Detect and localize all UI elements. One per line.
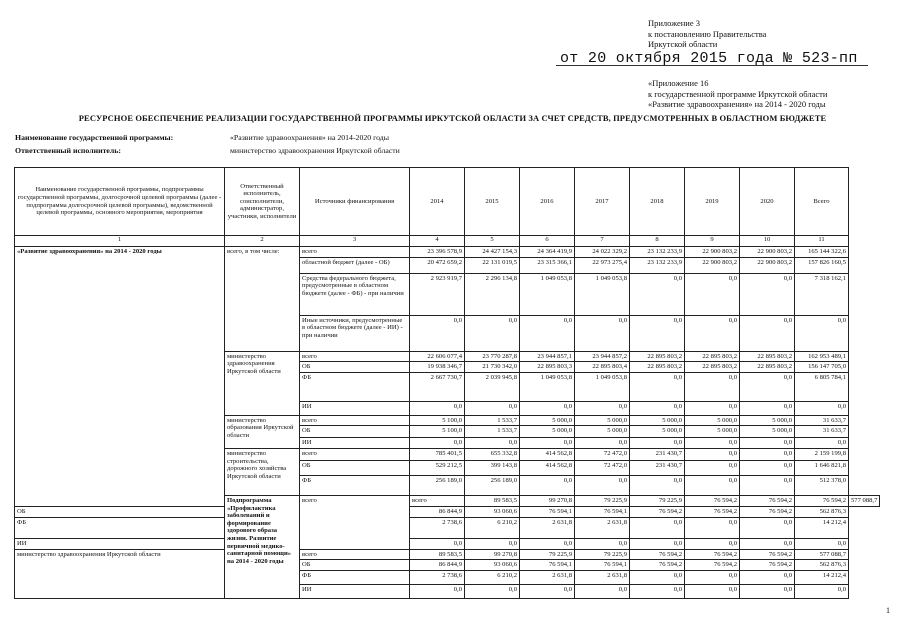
row-value: 0,0 (630, 475, 685, 495)
row-value: 76 594,2 (795, 495, 849, 506)
appendix2-header (648, 78, 827, 110)
row-value: 2 738,6 (410, 517, 465, 538)
row-value: 5 000,0 (520, 415, 575, 426)
row-value: 0,0 (575, 584, 630, 598)
decree-underline (556, 65, 868, 66)
row-value: 76 594,1 (520, 506, 575, 517)
row-value: 0,0 (740, 584, 795, 598)
row-value: 0,0 (740, 273, 795, 315)
row-value: 0,0 (795, 584, 849, 598)
row-value: 22 895 803,2 (685, 362, 740, 373)
row-source: ФБ (300, 475, 410, 495)
decree-date: от 20 октября 2015 года № 523-пп (560, 50, 858, 67)
row-source: ИИ (15, 538, 225, 549)
row-value: 5 000,0 (575, 426, 630, 438)
row-value: 0,0 (685, 570, 740, 584)
row-value: 0,0 (685, 372, 740, 401)
row-source: всего (300, 448, 410, 460)
table-row (15, 538, 880, 549)
row-value: 0,0 (685, 460, 740, 475)
row-value: 89 583,5 (465, 495, 520, 506)
col-header-year: 2019 (685, 168, 740, 236)
appendix2-line: «Приложение 16 (648, 78, 709, 88)
row-value: 22 606 077,4 (410, 351, 465, 362)
row-value: 2 631,8 (520, 570, 575, 584)
row-source: Средства федерального бюджета, предусмотренные в областном бюджете (далее - ФБ) - при наличии (300, 273, 410, 315)
row-value: 21 730 342,0 (465, 362, 520, 373)
row-name: «Развитие здравоохранения» на 2014 - 2020 годы (15, 247, 225, 507)
row-value: 6 210,2 (465, 570, 520, 584)
col-header-year: 2015 (465, 168, 520, 236)
row-value: 1 646 821,8 (795, 460, 849, 475)
row-value: 22 900 803,2 (685, 247, 740, 258)
row-value: 6 805 784,1 (795, 372, 849, 401)
row-value: 76 594,2 (685, 506, 740, 517)
row-value: 86 844,9 (410, 506, 465, 517)
row-value: 0,0 (685, 315, 740, 351)
row-value: 89 583,5 (410, 549, 465, 560)
row-value: 76 594,2 (630, 549, 685, 560)
col-header-name: Наименование государственной программы, подпрограммы государственной программы, долгосрочной целевой программы (далее - подпрограмма долгосрочной целевой программы), ведомственной целевой программы, основного мероприятия, мероприятия (15, 168, 225, 236)
row-value: 0,0 (630, 584, 685, 598)
row-value: 0,0 (410, 538, 465, 549)
row-executor: министерство здравоохранения Иркутской области (15, 549, 225, 598)
row-value: 2 631,8 (575, 517, 630, 538)
row-value: 76 594,2 (685, 549, 740, 560)
row-value: 5 000,0 (630, 415, 685, 426)
row-value: 2 296 134,8 (465, 273, 520, 315)
row-value: 93 060,6 (465, 560, 520, 571)
row-value: 0,0 (465, 401, 520, 415)
row-value: 76 594,1 (520, 560, 575, 571)
row-source: ФБ (15, 517, 225, 538)
row-value: 414 562,8 (520, 448, 575, 460)
row-value: 76 594,2 (740, 495, 795, 506)
row-source: всего (300, 549, 410, 560)
row-value: 399 143,8 (465, 460, 520, 475)
row-value: 2 667 730,7 (410, 372, 465, 401)
row-value: 2 631,8 (520, 517, 575, 538)
table-row (15, 517, 880, 538)
row-value: 79 225,9 (630, 495, 685, 506)
row-value: 7 318 162,1 (795, 273, 849, 315)
row-value: 2 738,6 (410, 570, 465, 584)
row-value: 0,0 (740, 448, 795, 460)
row-value: 562 876,3 (795, 506, 849, 517)
row-value: 1 533,7 (465, 426, 520, 438)
row-value: 99 270,8 (465, 549, 520, 560)
row-source: ФБ (300, 372, 410, 401)
row-value: 785 401,5 (410, 448, 465, 460)
row-source: ИИ (300, 584, 410, 598)
col-header-total: Всего (795, 168, 849, 236)
row-value: 414 562,8 (520, 460, 575, 475)
row-value: 2 631,8 (575, 570, 630, 584)
row-value: 2 159 199,8 (795, 448, 849, 460)
row-value: 22 895 803,4 (575, 362, 630, 373)
row-value: 76 594,2 (630, 560, 685, 571)
row-value: 0,0 (795, 538, 849, 549)
row-value: 231 430,7 (630, 448, 685, 460)
row-value: 22 895 803,2 (630, 351, 685, 362)
row-value: 0,0 (685, 401, 740, 415)
row-value: 1 049 053,8 (520, 372, 575, 401)
row-source: областной бюджет (далее - ОБ) (300, 257, 410, 273)
row-source: ОБ (300, 426, 410, 438)
row-value: 0,0 (795, 401, 849, 415)
row-source: ОБ (15, 506, 225, 517)
row-value: 0,0 (465, 438, 520, 449)
appendix2-line: к государственной программе Иркутской области (648, 88, 828, 99)
row-value: 14 212,4 (795, 517, 849, 538)
row-source: всего (300, 247, 410, 258)
row-value: 76 594,2 (685, 495, 740, 506)
row-value: 1 533,7 (465, 415, 520, 426)
row-value: 23 770 287,8 (465, 351, 520, 362)
row-value: 0,0 (630, 438, 685, 449)
row-executor: министерство строительства, дорожного хозяйства Иркутской области (225, 448, 300, 495)
row-value: 23 944 857,2 (575, 351, 630, 362)
row-source: всего (410, 495, 465, 506)
row-value: 0,0 (630, 538, 685, 549)
appendix-header (648, 18, 766, 50)
row-value: 0,0 (465, 538, 520, 549)
row-value: 157 826 160,5 (795, 257, 849, 273)
row-value: 31 633,7 (795, 426, 849, 438)
row-value: 1 049 053,8 (575, 372, 630, 401)
row-value: 0,0 (740, 460, 795, 475)
row-value: 99 270,8 (520, 495, 575, 506)
row-value: 0,0 (685, 475, 740, 495)
row-value: 0,0 (465, 315, 520, 351)
row-value: 22 131 019,5 (465, 257, 520, 273)
row-value: 76 594,2 (685, 560, 740, 571)
row-value: 22 895 803,2 (685, 351, 740, 362)
row-value: 1 049 053,8 (520, 273, 575, 315)
col-header-year: 2017 (575, 168, 630, 236)
row-value: 577 088,7 (795, 549, 849, 560)
row-value: 22 895 803,2 (630, 362, 685, 373)
col-index: 6 (520, 236, 575, 247)
row-value: 0,0 (410, 315, 465, 351)
row-source: Иные источники, предусмотренные в областном бюджете (далее - ИИ) - при наличии (300, 315, 410, 351)
row-value: 0,0 (630, 401, 685, 415)
row-value: 0,0 (740, 315, 795, 351)
row-value: 0,0 (410, 438, 465, 449)
document-title: РЕСУРСНОЕ ОБЕСПЕЧЕНИЕ РЕАЛИЗАЦИИ ГОСУДАРСТВЕННОЙ ПРОГРАММЫ ИРКУТСКОЙ ОБЛАСТИ ЗА СЧЕТ СРЕДСТВ, ПРЕДУСМОТРЕННЫХ В ОБЛАСТНОМ БЮДЖЕТЕ (78, 113, 827, 123)
col-index: 1 (15, 236, 225, 247)
row-value: 0,0 (795, 438, 849, 449)
appendix-line: Иркутской области (648, 39, 718, 49)
row-source: ОБ (300, 560, 410, 571)
row-value: 162 953 489,1 (795, 351, 849, 362)
col-index: 11 (795, 236, 849, 247)
row-value: 22 900 803,2 (740, 257, 795, 273)
row-value: 23 944 857,1 (520, 351, 575, 362)
row-value: 72 472,0 (575, 448, 630, 460)
row-value: 0,0 (740, 401, 795, 415)
col-index: 5 (465, 236, 520, 247)
col-index: 3 (300, 236, 410, 247)
row-value: 2 039 945,8 (465, 372, 520, 401)
row-value: 24 427 154,3 (465, 247, 520, 258)
row-value: 22 900 803,2 (740, 247, 795, 258)
row-value: 22 895 803,2 (740, 351, 795, 362)
row-value: 0,0 (630, 315, 685, 351)
col-header-source: Источники финансирования (300, 168, 410, 236)
row-value: 5 000,0 (575, 415, 630, 426)
row-value: 14 212,4 (795, 570, 849, 584)
row-value: 23 132 233,9 (630, 247, 685, 258)
row-value: 72 472,0 (575, 460, 630, 475)
row-value: 23 396 578,9 (410, 247, 465, 258)
program-label: Наименование государственной программы: (15, 133, 174, 142)
row-value: 0,0 (685, 517, 740, 538)
row-value: 24 022 329,2 (575, 247, 630, 258)
row-value: 76 594,2 (630, 506, 685, 517)
header-row (15, 168, 880, 236)
row-value: 5 000,0 (740, 415, 795, 426)
table-row (15, 549, 880, 560)
row-value: 577 088,7 (849, 495, 880, 506)
row-value: 156 147 705,0 (795, 362, 849, 373)
row-value: 0,0 (575, 315, 630, 351)
row-source: всего (300, 415, 410, 426)
row-value: 231 430,7 (630, 460, 685, 475)
row-value: 256 189,0 (410, 475, 465, 495)
row-value: 79 225,9 (575, 549, 630, 560)
table-row (15, 247, 880, 258)
row-value: 0,0 (740, 517, 795, 538)
row-value: 76 594,2 (740, 549, 795, 560)
row-value: 22 973 275,4 (575, 257, 630, 273)
row-value: 0,0 (630, 570, 685, 584)
row-value: 76 594,1 (575, 560, 630, 571)
row-value: 5 000,0 (685, 415, 740, 426)
row-value: 5 100,0 (410, 415, 465, 426)
page-number: 1 (886, 606, 890, 615)
row-value: 0,0 (575, 475, 630, 495)
row-value: 256 189,0 (465, 475, 520, 495)
row-value: 86 844,9 (410, 560, 465, 571)
col-header-year: 2020 (740, 168, 795, 236)
row-value: 24 364 419,9 (520, 247, 575, 258)
row-executor: министерство здравоохранения Иркутской области (225, 351, 300, 415)
row-value: 0,0 (685, 584, 740, 598)
row-value: 20 472 659,2 (410, 257, 465, 273)
row-value: 0,0 (685, 273, 740, 315)
row-value: 0,0 (520, 538, 575, 549)
row-value: 0,0 (410, 584, 465, 598)
row-value: 0,0 (630, 273, 685, 315)
executor-value: министерство здравоохранения Иркутской области (230, 146, 400, 155)
row-value: 0,0 (520, 584, 575, 598)
appendix-line: Приложение 3 (648, 18, 700, 28)
row-executor: всего (300, 495, 410, 549)
appendix-line: к постановлению Правительства (648, 28, 767, 39)
row-value: 19 938 346,7 (410, 362, 465, 373)
row-value: 0,0 (740, 475, 795, 495)
row-source: ИИ (300, 401, 410, 415)
row-value: 0,0 (575, 401, 630, 415)
row-value: 0,0 (740, 372, 795, 401)
row-value: 0,0 (740, 570, 795, 584)
row-value: 655 332,8 (465, 448, 520, 460)
row-value: 0,0 (575, 538, 630, 549)
row-value: 5 000,0 (520, 426, 575, 438)
row-value: 6 210,2 (465, 517, 520, 538)
row-value: 22 900 803,2 (685, 257, 740, 273)
row-value: 512 378,0 (795, 475, 849, 495)
row-value: 76 594,2 (740, 560, 795, 571)
row-value: 0,0 (630, 517, 685, 538)
row-value: 23 132 233,9 (630, 257, 685, 273)
row-value: 165 144 322,6 (795, 247, 849, 258)
col-header-year: 2014 (410, 168, 465, 236)
row-value: 0,0 (685, 438, 740, 449)
row-value: 0,0 (630, 372, 685, 401)
row-value: 22 895 803,3 (520, 362, 575, 373)
row-value: 0,0 (520, 475, 575, 495)
row-value: 0,0 (520, 401, 575, 415)
col-index: 2 (225, 236, 300, 247)
row-value: 5 100,0 (410, 426, 465, 438)
col-index: 7 (575, 236, 630, 247)
row-value: 5 000,0 (685, 426, 740, 438)
row-value: 22 895 803,2 (740, 362, 795, 373)
resource-table (14, 167, 880, 599)
row-value: 79 225,9 (575, 495, 630, 506)
row-source: всего (300, 351, 410, 362)
table-row (15, 506, 880, 517)
row-value: 0,0 (520, 315, 575, 351)
col-header-executor: Ответственный исполнитель, соисполнители, администратор, участники, исполнители (225, 168, 300, 236)
row-value: 1 049 053,8 (575, 273, 630, 315)
row-source: ИИ (300, 438, 410, 449)
row-value: 76 594,1 (575, 506, 630, 517)
row-value: 23 315 366,1 (520, 257, 575, 273)
row-value: 31 633,7 (795, 415, 849, 426)
program-value: «Развитие здравоохранения» на 2014-2020 годы (230, 133, 389, 142)
row-value: 79 225,9 (520, 549, 575, 560)
row-value: 529 212,5 (410, 460, 465, 475)
executor-label: Ответственный исполнитель: (15, 146, 121, 155)
row-value: 0,0 (795, 315, 849, 351)
row-name: Подпрограмма «Профилактика заболеваний и формирование здорового образа жизни. Развитие первичной медико-санитарной помощи» на 2014 - 2020 годы (225, 495, 300, 598)
col-index: 4 (410, 236, 465, 247)
row-source: ОБ (300, 362, 410, 373)
row-source: ОБ (300, 460, 410, 475)
row-value: 0,0 (740, 538, 795, 549)
row-value: 5 000,0 (740, 426, 795, 438)
appendix2-line: «Развитие здравоохранения» на 2014 - 2020 годы (648, 99, 826, 109)
row-value: 0,0 (410, 401, 465, 415)
row-value: 562 876,3 (795, 560, 849, 571)
row-value: 0,0 (685, 538, 740, 549)
col-index: 8 (630, 236, 685, 247)
row-value: 76 594,2 (740, 506, 795, 517)
row-value: 5 000,0 (630, 426, 685, 438)
row-executor: всего, в том числе: (225, 247, 300, 352)
row-executor: министерство образования Иркутской области (225, 415, 300, 448)
row-value: 2 923 919,7 (410, 273, 465, 315)
row-value: 0,0 (685, 448, 740, 460)
row-value: 93 060,6 (465, 506, 520, 517)
col-header-year: 2016 (520, 168, 575, 236)
col-index: 9 (685, 236, 740, 247)
row-value: 0,0 (520, 438, 575, 449)
row-value: 0,0 (740, 438, 795, 449)
index-row (15, 236, 880, 247)
row-value: 0,0 (465, 584, 520, 598)
row-source: ФБ (300, 570, 410, 584)
row-value: 0,0 (575, 438, 630, 449)
col-header-year: 2018 (630, 168, 685, 236)
col-index: 10 (740, 236, 795, 247)
